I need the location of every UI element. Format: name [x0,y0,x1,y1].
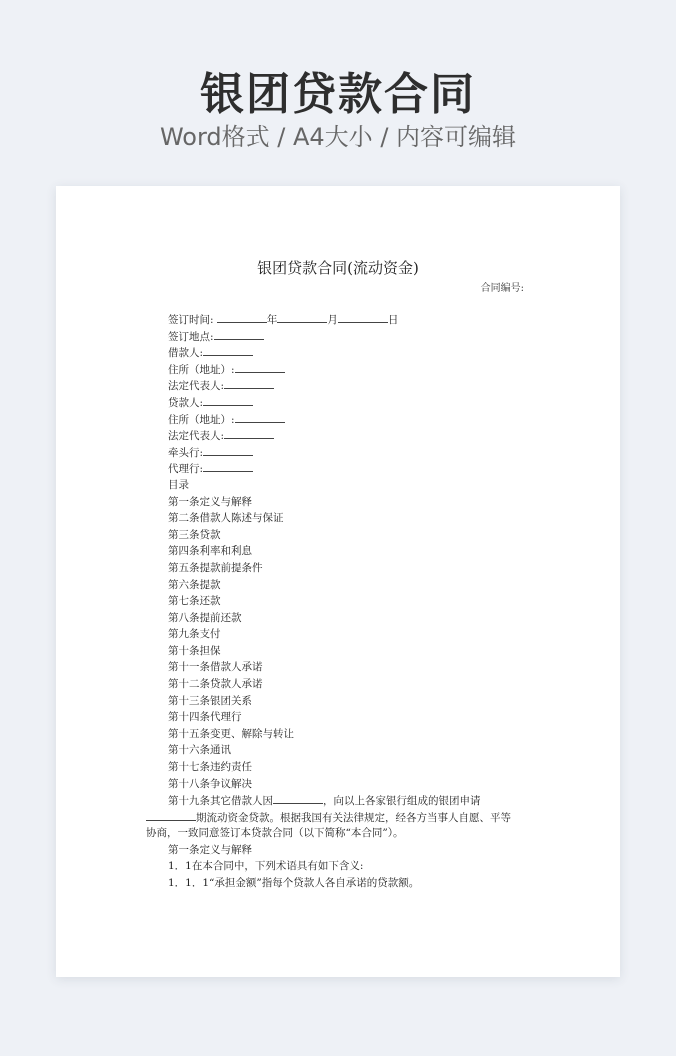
field-line [168,427,538,444]
para-text: 第十九条其它借款人因 [168,795,273,807]
para-text: ，向以上各家银行组成的银团申请 [323,795,481,807]
field-line [168,444,538,461]
toc-item: 第十二条贷款人承诺 [168,678,263,691]
blank-field [224,377,274,389]
field-label: 法定代表人: [168,430,225,443]
document-body [168,311,538,792]
toc-item: 第一条定义与解释 [168,495,252,508]
blank-field [338,311,388,323]
field-line [168,344,538,361]
blank-field [203,460,253,472]
preamble-paragraph [146,792,540,892]
field-line [168,460,538,477]
toc-item: 第十七条违约责任 [168,761,252,774]
page-subtitle: Word格式 / A4大小 / 内容可编辑 [159,123,517,151]
toc-item: 第十四条代理行 [168,711,242,724]
toc-item: 第十条担保 [168,644,221,657]
field-label: 代理行: [168,463,204,476]
toc-item: 第四条利率和利息 [168,545,252,558]
para-line [146,809,540,826]
toc-item: 第六条提款 [168,578,221,591]
toc-item: 第九条支付 [168,628,221,641]
toc-item: 第八条提前还款 [168,611,242,624]
document-page [56,186,620,977]
toc-item: 第十六条通讯 [168,744,231,757]
toc-item: 第五条提款前提条件 [168,561,263,574]
clause-line: 1．1在本合同中，下列术语具有如下含义: [168,860,364,873]
toc-heading: 目录 [168,478,189,491]
field-line [168,328,538,345]
toc-item: 第十三条银团关系 [168,694,252,707]
field-label: 法定代表人: [168,380,225,393]
toc-item: 第二条借款人陈述与保证 [168,512,284,525]
field-label: 住所（地址）: [168,413,235,426]
field-line [168,361,538,378]
field-line [168,377,538,394]
blank-field [235,361,285,373]
para-line [146,792,540,809]
field-label: 牵头行: [168,446,204,459]
field-label: 签订地点: [168,330,214,343]
blank-field [203,394,253,406]
sign-time-line [168,311,538,328]
blank-field [277,311,327,323]
blank-field [203,444,253,456]
toc-item: 第十一条借款人承诺 [168,661,263,674]
page-title: 银团贷款合同 [200,69,476,120]
blank-field [217,311,267,323]
toc-item: 第三条贷款 [168,528,221,541]
field-label: 住所（地址）: [168,363,235,376]
blank-field [235,411,285,423]
field-line [168,411,538,428]
para-line: 协商，一致同意签订本贷款合同（以下简称“本合同”）。 [146,827,404,840]
toc-item: 第十五条变更、解除与转让 [168,727,294,740]
field-label: 借款人: [168,347,204,360]
para-text: 期流动资金贷款。根据我国有关法律规定，经各方当事人自愿、平等 [196,811,511,824]
blank-field [214,328,264,340]
field-line [168,394,538,411]
contract-number-label: 合同编号: [480,283,524,294]
sign-time-label: 签订时间: [168,314,214,326]
blank-field [273,792,323,804]
toc-item: 第七条还款 [168,595,221,608]
blank-field [203,344,253,356]
clause-line: 1．1．1“承担金额”指每个贷款人各自承诺的贷款额。 [168,876,420,889]
day-label: 日 [387,314,399,326]
field-label: 贷款人: [168,396,204,409]
document-title: 银团贷款合同(流动资金) [257,259,419,277]
year-label: 年 [266,314,278,326]
month-label: 月 [327,314,338,326]
section-heading: 第一条定义与解释 [168,843,252,856]
blank-field [224,427,274,439]
toc-item: 第十八条争议解决 [168,777,252,790]
blank-field [146,809,196,821]
